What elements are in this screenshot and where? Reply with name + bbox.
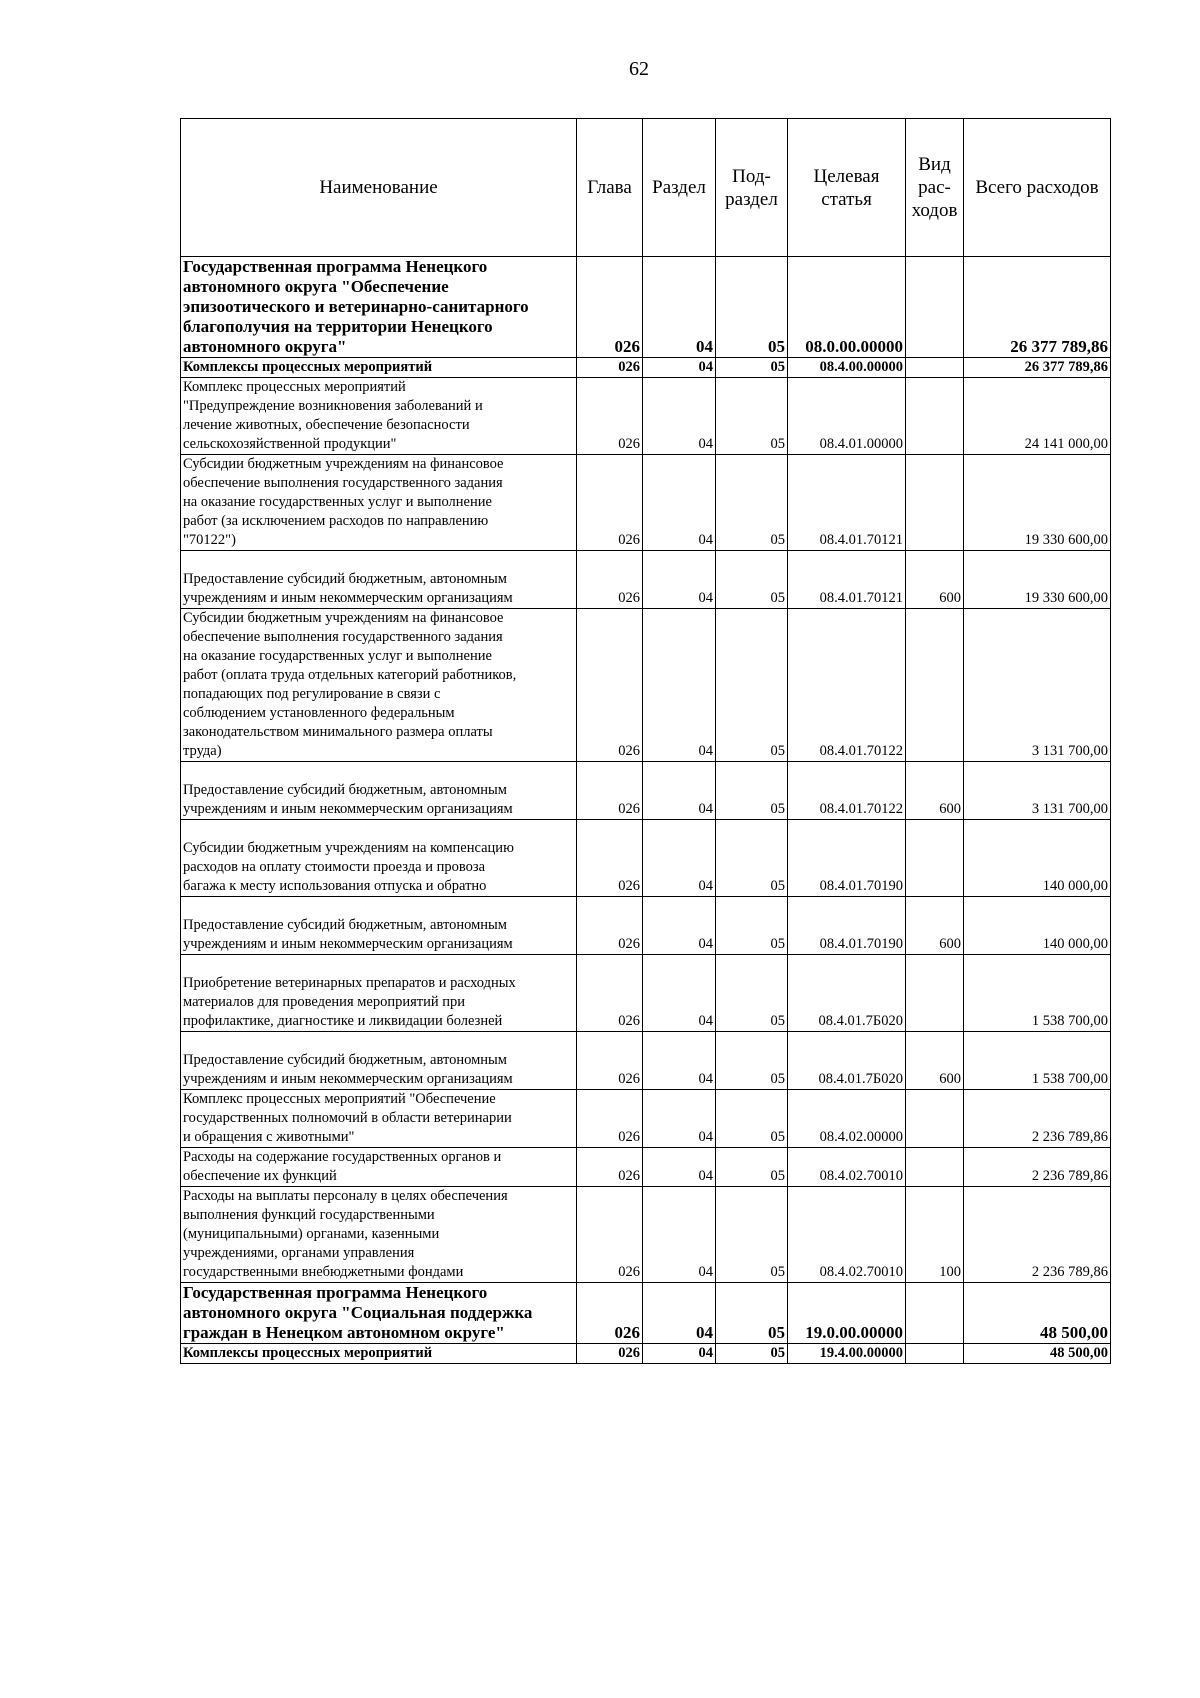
header-name: Наименование [181,119,577,257]
row-expense-type [906,1090,964,1148]
row-expense-type [906,378,964,455]
row-section: 04 [643,820,716,897]
row-total: 2 236 789,86 [964,1148,1111,1187]
table-row [181,897,1111,955]
row-section: 04 [643,1090,716,1148]
row-expense-type [906,1148,964,1187]
row-total: 26 377 789,86 [964,257,1111,358]
row-total: 140 000,00 [964,820,1111,897]
row-subsection: 05 [716,1283,788,1344]
row-subsection: 05 [716,1090,788,1148]
row-target-article: 08.4.02.00000 [788,1090,906,1148]
row-subsection: 05 [716,1187,788,1283]
table-header-row [181,119,1111,257]
row-target-article: 08.4.01.70122 [788,609,906,762]
row-expense-type [906,609,964,762]
row-target-article: 08.4.01.7Б020 [788,1032,906,1090]
row-section: 04 [643,897,716,955]
row-target-article: 08.4.01.70121 [788,455,906,551]
row-name: Комплекс процессных мероприятий "Обеспечение государственных полномочий в области ветеринарии и обращения с животными" [181,1090,577,1148]
row-subsection: 05 [716,1344,788,1364]
row-subsection: 05 [716,378,788,455]
table-row [181,551,1111,609]
row-expense-type [906,455,964,551]
row-expense-type [906,358,964,378]
table-row [181,1032,1111,1090]
row-total: 2 236 789,86 [964,1090,1111,1148]
row-subsection: 05 [716,455,788,551]
row-target-article: 08.4.02.70010 [788,1148,906,1187]
row-target-article: 19.0.00.00000 [788,1283,906,1344]
row-chapter: 026 [577,1283,643,1344]
row-target-article: 08.4.01.7Б020 [788,955,906,1032]
row-name: Предоставление субсидий бюджетным, автономным учреждениям и иным некоммерческим организациям [181,551,577,609]
row-subsection: 05 [716,955,788,1032]
row-chapter: 026 [577,820,643,897]
budget-table [180,118,1111,1364]
row-section: 04 [643,1032,716,1090]
row-chapter: 026 [577,257,643,358]
row-chapter: 026 [577,1344,643,1364]
row-total: 48 500,00 [964,1344,1111,1364]
row-target-article: 08.4.01.70122 [788,762,906,820]
table-row [181,455,1111,551]
row-subsection: 05 [716,897,788,955]
row-name: Комплексы процессных мероприятий [181,358,577,378]
table-row [181,1148,1111,1187]
row-chapter: 026 [577,1032,643,1090]
table-row [181,955,1111,1032]
row-subsection: 05 [716,609,788,762]
row-name: Государственная программа Ненецкого автономного округа "Социальная поддержка граждан в Ненецком автономном округе" [181,1283,577,1344]
row-total: 1 538 700,00 [964,1032,1111,1090]
table-row [181,1090,1111,1148]
row-chapter: 026 [577,551,643,609]
row-total: 3 131 700,00 [964,609,1111,762]
row-chapter: 026 [577,378,643,455]
row-target-article: 08.4.01.00000 [788,378,906,455]
row-total: 1 538 700,00 [964,955,1111,1032]
row-section: 04 [643,551,716,609]
row-target-article: 08.4.01.70190 [788,897,906,955]
row-name: Субсидии бюджетным учреждениям на финансовое обеспечение выполнения государственного задания на оказание государственных услуг и выполнение работ (оплата труда отдельных категорий работников, попадающих под регулирование в связи с соблюдением установленного федеральным законодательством минимального размера оплаты труда) [181,609,577,762]
row-subsection: 05 [716,551,788,609]
row-subsection: 05 [716,762,788,820]
row-expense-type: 600 [906,897,964,955]
row-total: 19 330 600,00 [964,455,1111,551]
row-section: 04 [643,955,716,1032]
row-subsection: 05 [716,358,788,378]
row-expense-type: 600 [906,1032,964,1090]
row-name: Расходы на содержание государственных органов и обеспечение их функций [181,1148,577,1187]
header-chapter: Глава [577,119,643,257]
row-section: 04 [643,1148,716,1187]
row-total: 24 141 000,00 [964,378,1111,455]
row-section: 04 [643,1187,716,1283]
row-expense-type: 100 [906,1187,964,1283]
row-expense-type [906,257,964,358]
row-name: Предоставление субсидий бюджетным, автономным учреждениям и иным некоммерческим организациям [181,1032,577,1090]
row-target-article: 19.4.00.00000 [788,1344,906,1364]
row-total: 2 236 789,86 [964,1187,1111,1283]
row-name: Предоставление субсидий бюджетным, автономным учреждениям и иным некоммерческим организациям [181,897,577,955]
row-subsection: 05 [716,820,788,897]
row-section: 04 [643,378,716,455]
row-name: Расходы на выплаты персоналу в целях обеспечения выполнения функций государственными (муниципальными) органами, казенными учреждениями, органами управления государственными внебюджетными фондами [181,1187,577,1283]
row-expense-type [906,955,964,1032]
table-row [181,1283,1111,1344]
table-row [181,762,1111,820]
row-chapter: 026 [577,897,643,955]
row-target-article: 08.4.00.00000 [788,358,906,378]
row-section: 04 [643,609,716,762]
row-name: Комплекс процессных мероприятий "Предупреждение возникновения заболеваний и лечение животных, обеспечение безопасности сельскохозяйственной продукции" [181,378,577,455]
row-chapter: 026 [577,1090,643,1148]
row-name: Приобретение ветеринарных препаратов и расходных материалов для проведения мероприятий при профилактике, диагностике и ликвидации болезней [181,955,577,1032]
table-body [181,257,1111,1364]
row-target-article: 08.0.00.00000 [788,257,906,358]
row-target-article: 08.4.02.70010 [788,1187,906,1283]
row-subsection: 05 [716,257,788,358]
row-expense-type: 600 [906,551,964,609]
row-name: Субсидии бюджетным учреждениям на компенсацию расходов на оплату стоимости проезда и провоза багажа к месту использования отпуска и обратно [181,820,577,897]
table-row [181,820,1111,897]
table-row [181,609,1111,762]
table-row [181,1187,1111,1283]
row-name: Комплексы процессных мероприятий [181,1344,577,1364]
row-name: Государственная программа Ненецкого автономного округа "Обеспечение эпизоотического и ветеринарно-санитарного благополучия на территории Ненецкого автономного округа" [181,257,577,358]
row-total: 19 330 600,00 [964,551,1111,609]
header-target-article: Целевая статья [788,119,906,257]
header-total-expenses: Всего расходов [964,119,1111,257]
row-total: 26 377 789,86 [964,358,1111,378]
row-section: 04 [643,1344,716,1364]
row-section: 04 [643,455,716,551]
row-name: Предоставление субсидий бюджетным, автономным учреждениям и иным некоммерческим организациям [181,762,577,820]
row-section: 04 [643,762,716,820]
header-expense-type: Вид рас- ходов [906,119,964,257]
row-total: 48 500,00 [964,1283,1111,1344]
row-chapter: 026 [577,358,643,378]
table-row [181,378,1111,455]
row-name: Субсидии бюджетным учреждениям на финансовое обеспечение выполнения государственного задания на оказание государственных услуг и выполнение работ (за исключением расходов по направлению "70122") [181,455,577,551]
row-subsection: 05 [716,1032,788,1090]
row-target-article: 08.4.01.70190 [788,820,906,897]
row-expense-type: 600 [906,762,964,820]
row-subsection: 05 [716,1148,788,1187]
row-section: 04 [643,1283,716,1344]
table-row [181,257,1111,358]
row-expense-type [906,1283,964,1344]
row-chapter: 026 [577,762,643,820]
row-expense-type [906,1344,964,1364]
header-subsection: Под- раздел [716,119,788,257]
row-chapter: 026 [577,1148,643,1187]
row-section: 04 [643,257,716,358]
table-row [181,1344,1111,1364]
row-expense-type [906,820,964,897]
header-section: Раздел [643,119,716,257]
row-target-article: 08.4.01.70121 [788,551,906,609]
row-chapter: 026 [577,1187,643,1283]
table-row [181,358,1111,378]
page-number: 62 [629,58,649,80]
row-chapter: 026 [577,455,643,551]
row-section: 04 [643,358,716,378]
row-total: 3 131 700,00 [964,762,1111,820]
row-chapter: 026 [577,955,643,1032]
row-chapter: 026 [577,609,643,762]
row-total: 140 000,00 [964,897,1111,955]
